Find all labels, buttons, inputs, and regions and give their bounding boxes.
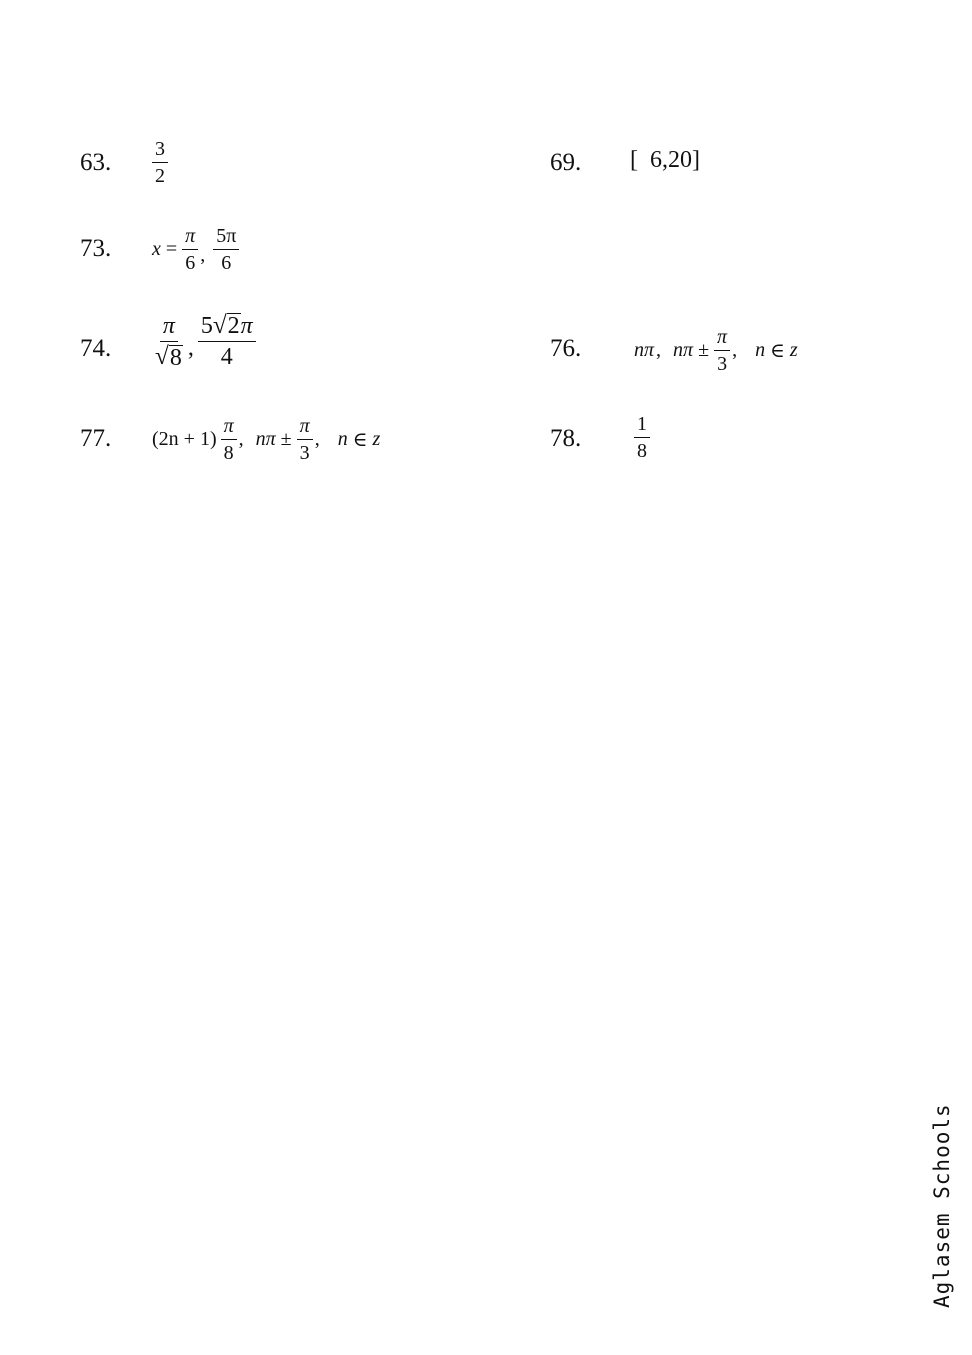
denominator: 6 [185,252,196,274]
fraction [152,138,168,187]
answer-78 [634,413,650,462]
answer-63 [152,138,168,187]
element-of-sign: ∈ [352,429,368,451]
set-z: z [789,339,798,361]
fraction [714,326,730,375]
radicand: 2 [227,313,240,340]
numerator: 5π [213,225,239,250]
denominator: 3 [717,353,728,375]
question-number-74: 74. [80,335,112,362]
numerator: π [297,415,313,440]
fraction [152,313,186,371]
numerator: 3 [152,138,168,163]
denominator: 2 [155,165,165,187]
numerator: π [221,415,237,440]
answer-73 [152,225,239,274]
fraction [213,225,239,274]
term: nπ [255,428,276,450]
separator: , [238,428,244,450]
variable-n: n [755,339,766,361]
denominator: 8 [223,442,234,464]
variable-x: x [152,238,161,260]
denominator: 8 [637,440,647,462]
plus-minus-sign: ± [698,339,710,361]
question-number-78: 78. [550,425,582,452]
term: (2n + 1) [152,428,217,450]
question-number-63: 63. [80,149,112,176]
term: nπ [634,339,655,361]
separator: , [314,428,320,450]
numerator: 1 [634,413,650,438]
separator: , [732,339,738,361]
pi-symbol: π [240,313,253,339]
answer-76 [634,326,798,375]
separator: , [200,244,206,266]
variable-n: n [337,428,348,450]
radical-sign-icon: √ [212,312,227,339]
answer-69 [630,147,700,174]
denominator: 4 [220,344,233,371]
separator: , [187,335,194,362]
set-z: z [372,428,381,450]
denominator: 3 [299,442,310,464]
answer-77 [152,415,380,464]
question-number-69: 69. [550,149,582,176]
denominator: 6 [221,252,232,274]
numerator: π [714,326,730,351]
numerator: π [182,225,198,250]
question-number-77: 77. [80,425,112,452]
square-root [213,313,241,338]
radical-sign-icon: √ [155,343,169,371]
fraction [634,413,650,462]
question-number-76: 76. [550,335,582,362]
element-of-sign: ∈ [770,340,785,362]
fraction [182,225,198,274]
coefficient: 5 [200,313,213,339]
answer-74 [152,313,256,371]
separator: , [656,339,662,361]
question-number-73: 73. [80,235,112,262]
interval-text: [ 6,20] [630,147,700,173]
equals-sign: = [165,238,178,260]
watermark: Aglasem Schools [930,1103,954,1308]
plus-minus-sign: ± [280,428,292,450]
fraction [297,415,313,464]
fraction [221,415,237,464]
radicand: 8 [169,344,182,371]
term: nπ [673,339,694,361]
fraction [198,313,256,371]
numerator: π [160,313,178,342]
square-root [155,344,183,369]
